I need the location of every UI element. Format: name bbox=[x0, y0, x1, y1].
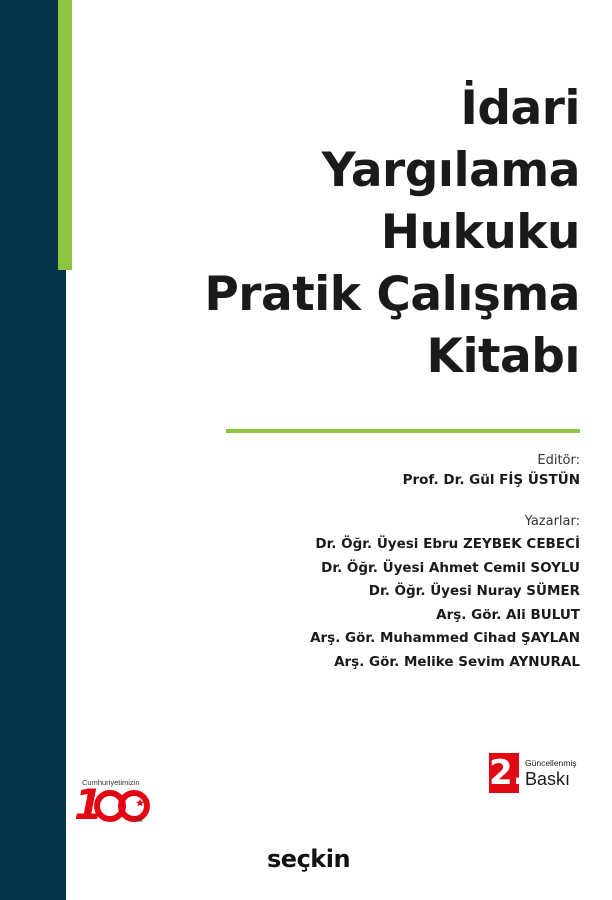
edition-badge bbox=[489, 753, 584, 793]
author-name: Dr. Öğr. Üyesi Ahmet Cemil SOYLU bbox=[321, 559, 580, 576]
publisher-logo: seçkin bbox=[267, 845, 351, 873]
title-line: İdari bbox=[460, 81, 580, 136]
editor-name: Prof. Dr. Gül FİŞ ÜSTÜN bbox=[402, 472, 580, 488]
logo-top-text: Cumhuriyetimizin bbox=[82, 778, 140, 787]
credits bbox=[310, 453, 580, 674]
author-name: Arş. Gör. Melike Sevim AYNURAL bbox=[334, 653, 580, 670]
author-name: Dr. Öğr. Üyesi Nuray SÜMER bbox=[368, 583, 580, 599]
edition-number: 2. bbox=[489, 753, 526, 793]
book-title bbox=[204, 78, 580, 388]
edition-label: Baskı bbox=[525, 769, 571, 789]
author-name: Dr. Öğr. Üyesi Ebru ZEYBEK CEBECİ bbox=[315, 536, 580, 552]
title-divider bbox=[226, 429, 580, 433]
title-line: Pratik Çalışma bbox=[204, 267, 580, 322]
cover-spine bbox=[0, 0, 66, 900]
author-name: Arş. Gör. Ali BULUT bbox=[436, 606, 580, 623]
edition-updated-label: Güncellenmiş bbox=[525, 758, 577, 768]
republic-100-logo bbox=[72, 778, 154, 828]
authors-label: Yazarlar: bbox=[524, 514, 580, 529]
logo-rings-icon bbox=[94, 788, 154, 824]
logo-bottom-text: Yılı bbox=[134, 818, 143, 824]
title-line: Hukuku bbox=[380, 205, 580, 260]
title-line: Kitabı bbox=[426, 329, 580, 384]
spine-accent-bar bbox=[58, 0, 72, 270]
title-line: Yargılama bbox=[321, 143, 580, 198]
logo-one-digit: 1 bbox=[74, 780, 104, 829]
editor-label: Editör: bbox=[537, 453, 580, 468]
author-name: Arş. Gör. Muhammed Cihad ŞAYLAN bbox=[310, 630, 580, 646]
